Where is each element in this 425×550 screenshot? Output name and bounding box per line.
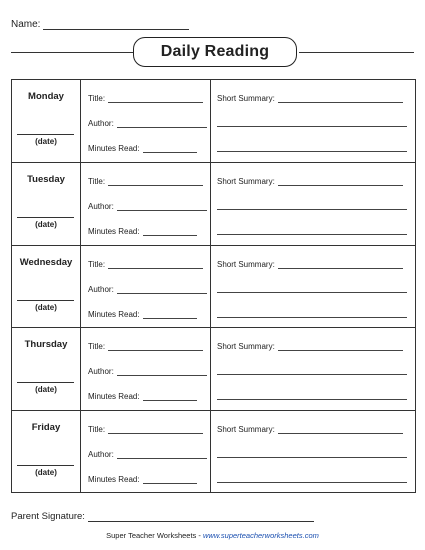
minutes-field[interactable] — [88, 392, 197, 401]
footer-credit — [0, 531, 425, 540]
author-field[interactable] — [88, 202, 207, 211]
title-input-line[interactable] — [108, 178, 203, 186]
date-label: (date) — [35, 385, 57, 395]
summary-input-line[interactable] — [278, 95, 403, 103]
date-input-line[interactable] — [17, 382, 74, 383]
day-label: Friday — [31, 421, 61, 433]
column-divider — [210, 411, 211, 492]
author-field[interactable] — [88, 119, 207, 128]
summary-label: Short Summary: — [217, 259, 275, 269]
column-divider — [80, 328, 81, 409]
author-label: Author: — [88, 284, 114, 294]
title-label: Title: — [88, 94, 106, 103]
summary-input-line[interactable] — [217, 374, 407, 375]
title-input-line[interactable] — [108, 95, 203, 103]
footer-credit-text: Super Teacher Worksheets - — [106, 531, 203, 540]
summary-input-line[interactable] — [278, 178, 403, 186]
column-divider — [80, 246, 81, 327]
day-row — [12, 327, 415, 409]
minutes-input-line[interactable] — [143, 311, 197, 319]
page-title: Daily Reading — [133, 37, 297, 67]
title-rule-left — [11, 52, 133, 53]
minutes-label: Minutes Read: — [88, 144, 140, 153]
date-input-line[interactable] — [17, 134, 74, 135]
name-input-line[interactable] — [43, 20, 189, 30]
parent-signature-label: Parent Signature: — [11, 511, 85, 522]
day-label: Thursday — [24, 339, 68, 351]
title-field[interactable] — [88, 94, 203, 103]
name-field[interactable] — [11, 19, 189, 30]
author-label: Author: — [88, 449, 114, 459]
title-label: Title: — [88, 177, 106, 187]
summary-input-line[interactable] — [217, 151, 407, 152]
column-divider — [210, 163, 211, 244]
summary-label: Short Summary: — [217, 177, 275, 187]
summary-field[interactable] — [217, 342, 403, 351]
author-field[interactable] — [88, 367, 207, 376]
title-field[interactable] — [88, 260, 203, 269]
minutes-input-line[interactable] — [143, 476, 197, 484]
title-input-line[interactable] — [108, 426, 203, 434]
footer-credit-link[interactable]: www.superteacherworksheets.com — [202, 531, 319, 540]
summary-field[interactable] — [217, 94, 403, 103]
name-label: Name: — [11, 19, 41, 30]
author-label: Author: — [88, 367, 114, 377]
day-label: Tuesday — [27, 174, 65, 186]
summary-field[interactable] — [217, 425, 403, 434]
author-field[interactable] — [88, 450, 207, 459]
reading-log-table — [11, 79, 416, 493]
summary-input-line[interactable] — [217, 234, 407, 235]
author-label: Author: — [88, 202, 114, 212]
author-field[interactable] — [88, 285, 207, 294]
day-row — [12, 410, 415, 492]
minutes-label: Minutes Read: — [88, 309, 140, 319]
summary-input-line[interactable] — [278, 343, 403, 351]
summary-input-line[interactable] — [278, 426, 403, 434]
author-input-line[interactable] — [117, 368, 207, 376]
title-label: Title: — [88, 259, 106, 269]
date-input-line[interactable] — [17, 217, 74, 218]
summary-label: Short Summary: — [217, 424, 275, 434]
date-label: (date) — [35, 467, 57, 477]
date-input-line[interactable] — [17, 300, 74, 301]
date-label: (date) — [35, 302, 57, 312]
summary-input-line[interactable] — [217, 399, 407, 400]
summary-label: Short Summary: — [217, 342, 275, 352]
minutes-field[interactable] — [88, 310, 197, 319]
author-input-line[interactable] — [117, 203, 207, 211]
summary-input-line[interactable] — [217, 457, 407, 458]
summary-input-line[interactable] — [217, 292, 407, 293]
parent-signature-field[interactable] — [11, 511, 314, 522]
title-field[interactable] — [88, 425, 203, 434]
day-row — [12, 162, 415, 244]
day-label: Wednesday — [19, 256, 73, 268]
date-label: (date) — [35, 220, 57, 230]
author-input-line[interactable] — [117, 286, 207, 294]
column-divider — [80, 411, 81, 492]
column-divider — [80, 163, 81, 244]
title-rule-right — [299, 52, 414, 53]
day-row — [12, 80, 415, 162]
summary-input-line[interactable] — [217, 126, 407, 127]
column-divider — [210, 328, 211, 409]
minutes-field[interactable] — [88, 227, 197, 236]
column-divider — [80, 80, 81, 162]
minutes-label: Minutes Read: — [88, 474, 140, 484]
parent-signature-line[interactable] — [88, 512, 314, 522]
author-label: Author: — [88, 119, 114, 128]
column-divider — [210, 246, 211, 327]
date-input-line[interactable] — [17, 465, 74, 466]
author-input-line[interactable] — [117, 120, 207, 128]
minutes-input-line[interactable] — [143, 145, 197, 153]
title-label: Title: — [88, 342, 106, 352]
minutes-input-line[interactable] — [143, 228, 197, 236]
title-field[interactable] — [88, 342, 203, 351]
author-input-line[interactable] — [117, 451, 207, 459]
title-field[interactable] — [88, 177, 203, 186]
date-label: (date) — [35, 137, 57, 146]
title-input-line[interactable] — [108, 261, 203, 269]
summary-field[interactable] — [217, 260, 403, 269]
title-label: Title: — [88, 424, 106, 434]
minutes-input-line[interactable] — [143, 393, 197, 401]
summary-field[interactable] — [217, 177, 403, 186]
minutes-label: Minutes Read: — [88, 392, 140, 402]
day-label: Monday — [28, 91, 64, 102]
summary-input-line[interactable] — [217, 209, 407, 210]
column-divider — [210, 80, 211, 162]
minutes-field[interactable] — [88, 475, 197, 484]
day-row — [12, 245, 415, 327]
title-input-line[interactable] — [108, 343, 203, 351]
summary-input-line[interactable] — [217, 317, 407, 318]
summary-label: Short Summary: — [217, 94, 275, 103]
summary-input-line[interactable] — [217, 482, 407, 483]
minutes-field[interactable] — [88, 144, 197, 153]
minutes-label: Minutes Read: — [88, 227, 140, 237]
summary-input-line[interactable] — [278, 261, 403, 269]
